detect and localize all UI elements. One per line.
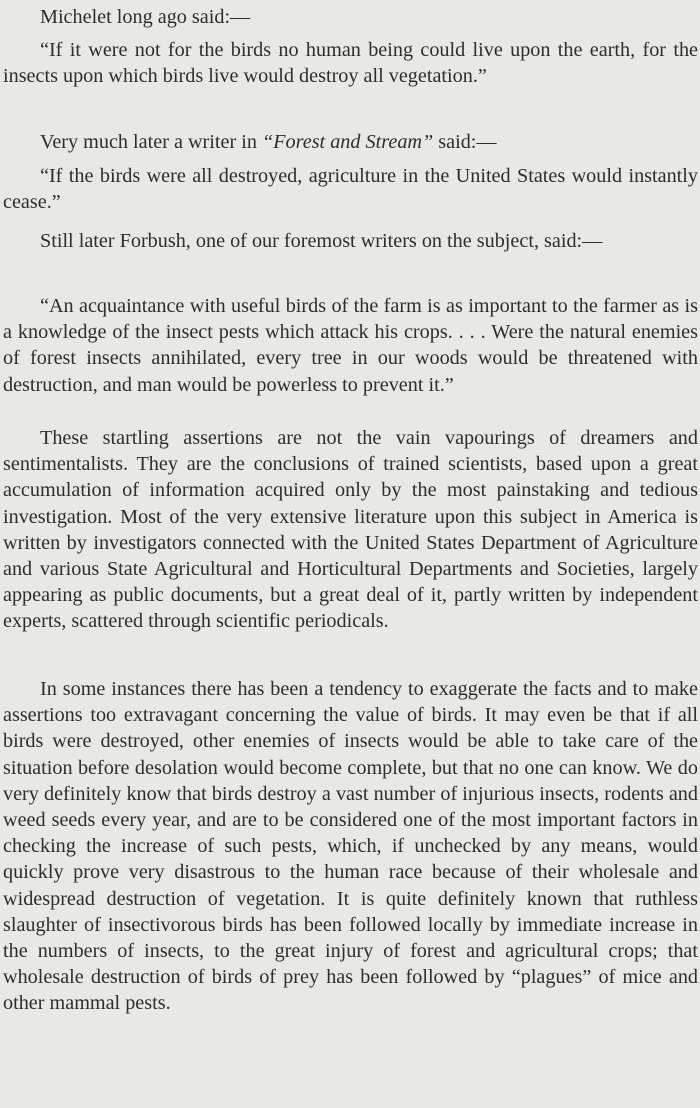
quote-forest-stream: “If the birds were all destroyed, agriculture in the United States would instantly cease.” xyxy=(3,165,698,214)
paragraph-forest-stream-intro xyxy=(3,129,698,155)
paragraph-startling-assertions: These startling assertions are not the vain vapourings of dreamers and sentimentalists. They are the conclusions of trained scientists, based upon a great accumulation of information acquired only by the most painstaking and tedious investigation. Most of the very extensive literature upon this subject in America is written by investigators connected with the United States Department of Agriculture and various State Agricultural and Horticultural Departments and Societies, largely appearing as public documents, but a great deal of it, partly written by independent experts, scattered through scientific periodicals. xyxy=(3,427,698,633)
forest-stream-intro-after: said:— xyxy=(433,131,497,153)
quote-michelet: “If it were not for the birds no human being could live upon the earth, for the insects upon which birds live would destroy all vegetation.” xyxy=(3,39,698,88)
forest-stream-intro-before: Very much later a writer in xyxy=(40,131,262,153)
quote-forbush: “An acquaintance with useful birds of the farm is as important to the farmer as is a knowledge of the insect pests which attack his crops. . . . Were the natural enemies of forest insects annihilated, every tree in our woods would be threatened with destruction, and man would be powerless to prevent it.” xyxy=(3,295,698,396)
paragraph-michelet-intro: Michelet long ago said:— xyxy=(40,6,251,28)
paragraph-exaggeration: In some instances there has been a tendency to exaggerate the facts and to make assertions too extravagant concerning the value of birds. It may even be that if all birds were destroyed, other enemies of insects would be able to take care of the situation before desolation would become complete, but that no one can know. We do very definitely know that birds destroy a vast number of injurious insects, rodents and weed seeds every year, and are to be considered one of the most important factors in checking the increase of such pests, which, if unchecked by any means, would quickly prove very disastrous to the human race because of their wholesale and widespread destruction of vegetation. It is quite definitely known that ruthless slaughter of insectivorous birds has been followed locally by immediate increase in the numbers of insects, to the great injury of forest and agricultural crops; that wholesale destruction of birds of prey has been followed by “plagues” of mice and other mammal pests. xyxy=(3,678,698,1015)
paragraph-forbush-intro: Still later Forbush, one of our foremost writers on the subject, said:— xyxy=(40,230,603,252)
publication-title: “Forest and Stream” xyxy=(261,131,434,153)
